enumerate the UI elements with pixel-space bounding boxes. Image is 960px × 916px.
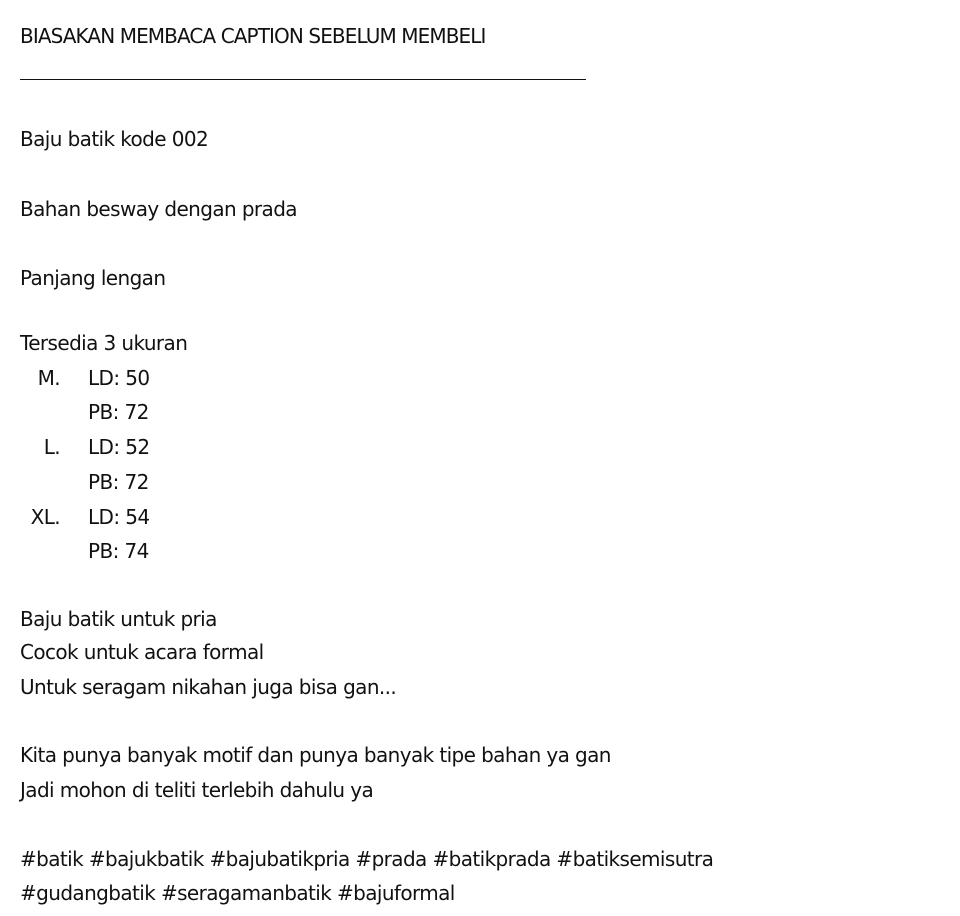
size-label-l: L. — [43, 435, 60, 459]
size-m-ld: LD: 50 — [88, 366, 150, 390]
hashtags-line: #batik #bajukbatik #bajubatikpria #prada #batikprada #batiksemisutra — [20, 847, 714, 871]
size-xl-pb: PB: 74 — [88, 539, 149, 563]
size-label-m: M. — [37, 366, 60, 390]
caption-heading: BIASAKAN MEMBACA CAPTION SEBELUM MEMBELI — [20, 24, 486, 48]
description-line: Untuk seragam nikahan juga bisa gan... — [20, 675, 397, 699]
size-m-pb: PB: 72 — [88, 400, 149, 424]
sleeve-line: Panjang lengan — [20, 266, 166, 290]
material-line: Bahan besway dengan prada — [20, 197, 297, 221]
hashtags-line: #gudangbatik #seragamanbatik #bajuformal — [20, 881, 455, 905]
size-label-xl: XL. — [30, 505, 60, 529]
notes-line: Kita punya banyak motif dan punya banyak tipe bahan ya gan — [20, 743, 611, 767]
size-l-pb: PB: 72 — [88, 470, 149, 494]
caption-document — [20, 0, 940, 916]
description-line: Baju batik untuk pria — [20, 607, 217, 631]
size-xl-ld: LD: 54 — [88, 505, 150, 529]
product-code: Baju batik kode 002 — [20, 127, 209, 151]
description-line: Cocok untuk acara formal — [20, 640, 264, 664]
heading-divider — [20, 79, 586, 80]
size-l-ld: LD: 52 — [88, 435, 150, 459]
notes-line: Jadi mohon di teliti terlebih dahulu ya — [20, 778, 374, 802]
sizes-intro: Tersedia 3 ukuran — [20, 331, 188, 355]
